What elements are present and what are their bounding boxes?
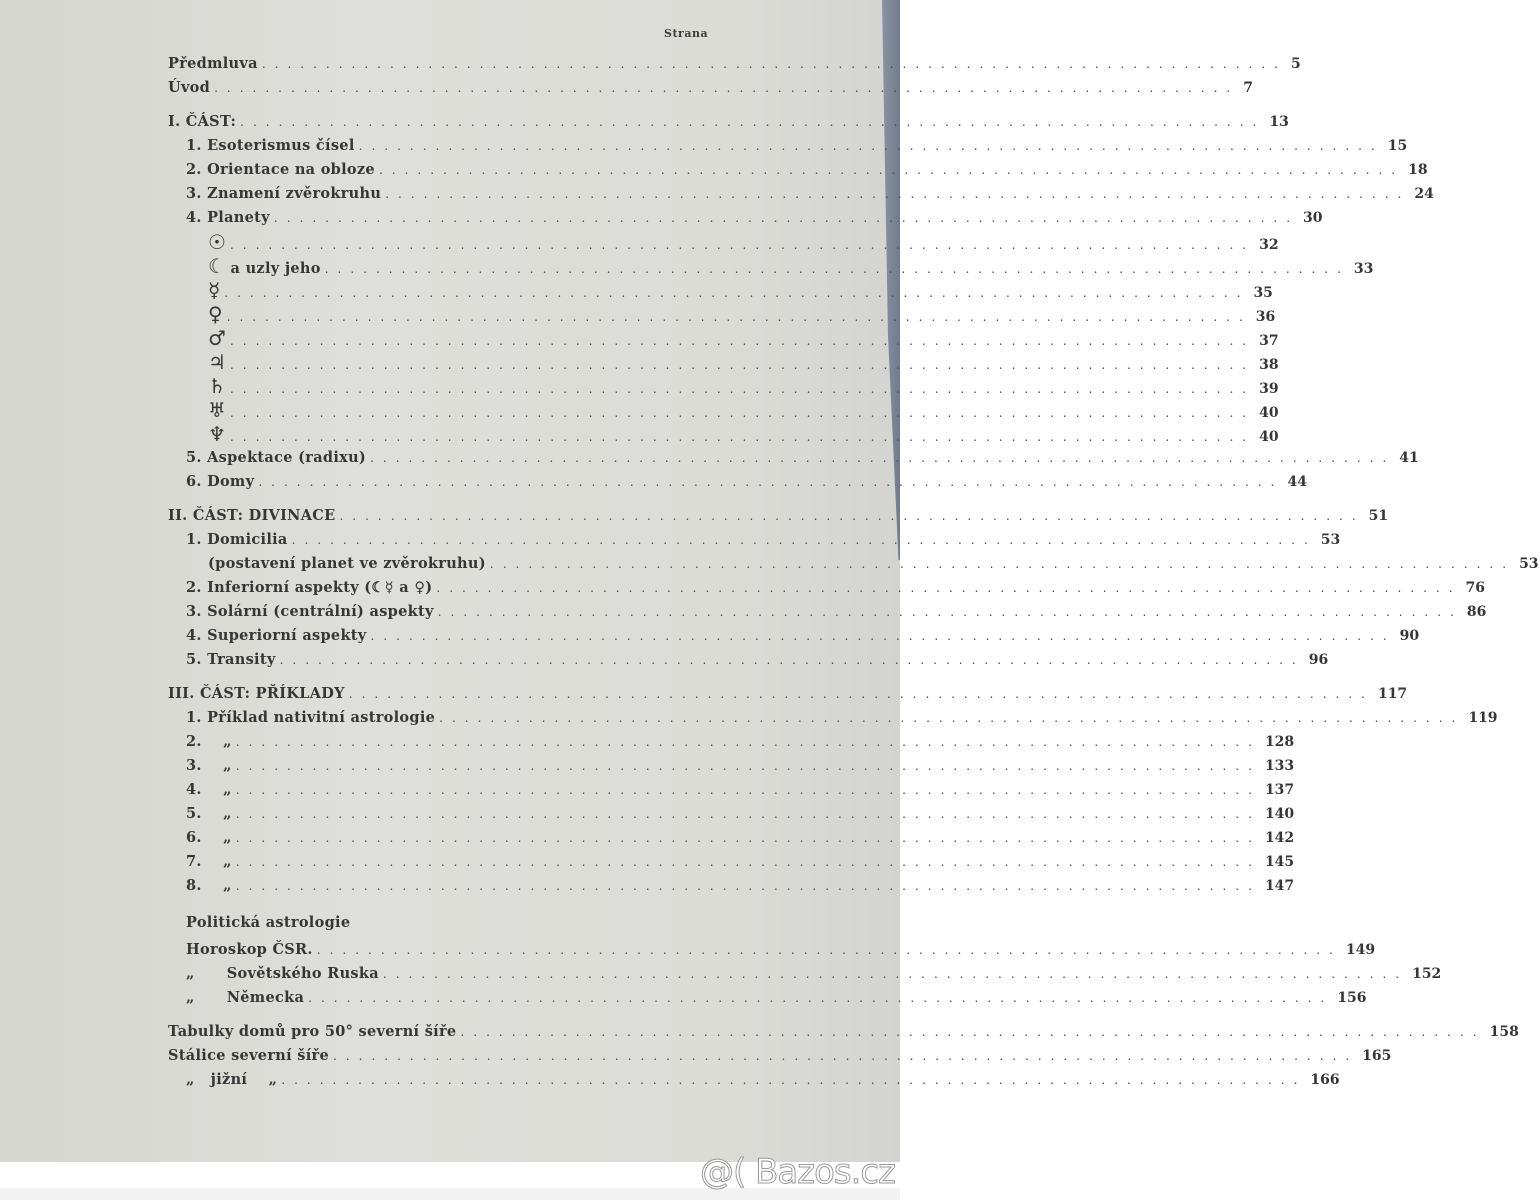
dot-leader: ................................................................................ — [348, 687, 1374, 701]
toc-entry — [168, 134, 1408, 158]
planet-symbol-icon: ☾ — [208, 254, 226, 278]
dot-leader: ................................................................................ — [258, 475, 1284, 489]
dot-leader: ................................................................................ — [240, 115, 1266, 129]
toc-entry — [168, 730, 1295, 754]
planet-symbol-icon: ♅ — [208, 398, 226, 422]
dot-leader: ................................................................................ — [339, 509, 1365, 523]
toc-entry — [168, 278, 1273, 302]
dot-leader: ................................................................................ — [235, 735, 1261, 749]
planet-symbol-icon: ☿ — [208, 278, 221, 302]
dot-leader: ................................................................................ — [385, 187, 1411, 201]
toc-page-number: 40 — [1259, 405, 1279, 421]
toc-entry-label: 5. Aspektace (radixu) — [186, 449, 367, 466]
dot-leader: ................................................................................ — [224, 286, 1250, 300]
toc-page-number: 32 — [1259, 237, 1279, 253]
toc-section — [168, 908, 1442, 1010]
toc-page-number: 38 — [1259, 357, 1279, 373]
toc-entry-label: 4. Superiorní aspekty — [186, 627, 367, 644]
toc-entry — [168, 962, 1442, 986]
toc-entry — [168, 600, 1487, 624]
toc-entry — [168, 754, 1295, 778]
toc-page-number: 137 — [1264, 782, 1295, 798]
toc-page-number: 152 — [1412, 966, 1442, 982]
toc-page-number: 158 — [1489, 1024, 1519, 1040]
dot-leader: ................................................................................ — [229, 238, 1256, 252]
bazos-watermark: @( Bazos.cz — [700, 1152, 895, 1192]
dot-leader: ................................................................................ — [229, 358, 1256, 372]
toc-entry-label: 4. „ — [186, 781, 232, 798]
dot-leader: ................................................................................ — [235, 879, 1261, 893]
toc-entry — [168, 398, 1279, 422]
dot-leader: ................................................................................ — [291, 533, 1317, 547]
toc-entry-label: Horoskop ČSR. — [186, 941, 313, 958]
dot-leader: ................................................................................ — [226, 310, 1252, 324]
toc-entry — [168, 826, 1295, 850]
toc-entry — [168, 938, 1376, 962]
toc-page-number: 96 — [1308, 652, 1329, 668]
toc-entry — [168, 422, 1279, 446]
toc-page-number: 86 — [1466, 604, 1487, 620]
toc-entry — [168, 182, 1434, 206]
toc-entry — [168, 1020, 1519, 1044]
toc-entry-label: Předmluva — [168, 55, 258, 72]
toc-entry — [168, 576, 1486, 600]
toc-entry-label: „ jižní „ — [186, 1071, 278, 1088]
toc-entry — [168, 52, 1301, 76]
toc-entry — [168, 470, 1307, 494]
toc-entry — [168, 446, 1419, 470]
toc-page-number: 35 — [1253, 285, 1273, 301]
dot-leader: ................................................................................ — [235, 783, 1261, 797]
toc-page-number: 119 — [1468, 710, 1498, 726]
toc-page-number: 44 — [1287, 474, 1307, 490]
toc-entry-label: 7. „ — [186, 853, 232, 870]
toc-entry — [168, 302, 1276, 326]
toc-entry — [168, 850, 1295, 874]
toc-page-number: 165 — [1362, 1048, 1392, 1064]
toc-entry-label: 2. Inferiorní aspekty (☾☿ a ♀) — [186, 579, 433, 596]
toc-entry — [168, 254, 1374, 278]
toc-page-number: 5 — [1290, 56, 1301, 72]
toc-page-number: 39 — [1259, 381, 1279, 397]
toc-entry-label: 3. Znamení zvěrokruhu — [186, 185, 382, 202]
toc-entry-label: Stálice severní šíře — [168, 1047, 329, 1064]
toc-page-number: 128 — [1264, 734, 1295, 750]
toc-entry-label: „ Sovětského Ruska — [186, 965, 379, 982]
toc-entry-label: 2. „ — [186, 733, 232, 750]
toc-page-number: 156 — [1337, 990, 1367, 1006]
table-of-contents — [168, 52, 1539, 1102]
toc-entry-label: a uzly jeho — [230, 260, 321, 277]
toc-section — [168, 504, 1539, 672]
planet-symbol-icon: ♆ — [208, 422, 226, 446]
toc-entry-label: III. ČÁST: PŘÍKLADY — [168, 685, 345, 702]
dot-leader: ................................................................................ — [235, 831, 1261, 845]
toc-page-number: 147 — [1264, 878, 1295, 894]
toc-entry-label: 2. Orientace na obloze — [186, 161, 375, 178]
toc-page-number: 24 — [1414, 186, 1434, 202]
toc-section — [168, 52, 1301, 100]
toc-page-number: 166 — [1310, 1072, 1340, 1088]
toc-page-number: 142 — [1264, 830, 1295, 846]
toc-entry — [168, 350, 1279, 374]
toc-section — [168, 1020, 1519, 1092]
toc-page-number: 41 — [1399, 450, 1419, 466]
toc-entry — [168, 158, 1428, 182]
toc-entry — [168, 648, 1329, 672]
dot-leader: ................................................................................ — [489, 557, 1516, 571]
dot-leader: ................................................................................ — [370, 629, 1396, 643]
toc-entry-label: 1. Esoterismus čísel — [186, 137, 355, 154]
toc-entry — [168, 874, 1295, 898]
toc-entry-label: Politická astrologie — [186, 914, 351, 931]
toc-entry-label: 1. Domicilia — [186, 531, 288, 548]
dot-leader: ................................................................................ — [333, 1049, 1359, 1063]
dot-leader: ................................................................................ — [316, 943, 1342, 957]
toc-page-number: 149 — [1345, 942, 1376, 958]
toc-entry — [168, 76, 1253, 100]
dot-leader: ................................................................................ — [279, 653, 1305, 667]
toc-entry-label: Tabulky domů pro 50° severní šíře — [168, 1023, 457, 1040]
toc-entry-label: 5. Transity — [186, 651, 276, 668]
toc-entry — [168, 706, 1498, 730]
dot-leader: ................................................................................ — [229, 430, 1256, 444]
toc-entry — [168, 374, 1279, 398]
planet-symbol-icon: ♀ — [208, 302, 223, 326]
toc-entry-label: 5. „ — [186, 805, 232, 822]
dot-leader: ................................................................................ — [214, 81, 1240, 95]
toc-entry-label: 8. „ — [186, 877, 232, 894]
toc-entry — [168, 986, 1367, 1010]
dot-leader: ................................................................................ — [358, 139, 1384, 153]
toc-page-number: 145 — [1264, 854, 1295, 870]
toc-entry — [168, 552, 1539, 576]
planet-symbol-icon: ☉ — [208, 230, 226, 254]
toc-section — [168, 682, 1498, 898]
toc-entry-label: 3. „ — [186, 757, 232, 774]
toc-page-number: 7 — [1243, 80, 1253, 96]
toc-page-number: 36 — [1255, 309, 1276, 325]
toc-page-number: 76 — [1465, 580, 1486, 596]
toc-entry — [168, 230, 1279, 254]
dot-leader: ................................................................................ — [460, 1025, 1486, 1039]
dot-leader: ................................................................................ — [370, 451, 1396, 465]
toc-entry — [168, 802, 1295, 826]
toc-page-number: 53 — [1320, 532, 1341, 548]
dot-leader: ................................................................................ — [235, 807, 1261, 821]
dot-leader: ................................................................................ — [261, 57, 1287, 71]
toc-page-number: 51 — [1368, 508, 1389, 524]
dot-leader: ................................................................................ — [308, 991, 1334, 1005]
toc-entry-label: (postavení planet ve zvěrokruhu) — [208, 555, 486, 572]
toc-entry-label: I. ČÁST: — [168, 113, 237, 130]
planet-symbol-icon: ♂ — [208, 326, 226, 350]
toc-page-number: 140 — [1264, 806, 1295, 822]
dot-leader: ................................................................................ — [229, 334, 1256, 348]
toc-page-number: 133 — [1264, 758, 1295, 774]
toc-entry-label: 6. „ — [186, 829, 232, 846]
toc-entry — [168, 504, 1389, 528]
toc-page-number: 30 — [1303, 210, 1323, 226]
toc-page-number: 18 — [1408, 162, 1428, 178]
toc-entry — [168, 908, 746, 938]
toc-entry-label: Úvod — [168, 79, 211, 96]
toc-section — [168, 110, 1434, 494]
toc-entry — [168, 110, 1289, 134]
toc-entry-label: 6. Domy — [186, 473, 255, 490]
toc-page-number: 15 — [1387, 138, 1408, 154]
toc-page-number: 37 — [1259, 333, 1279, 349]
toc-entry — [168, 326, 1279, 350]
dot-leader: ................................................................................ — [281, 1073, 1307, 1087]
dot-leader: ................................................................................ — [229, 406, 1256, 420]
toc-entry-label: 3. Solární (centrální) aspekty — [186, 603, 434, 620]
toc-entry — [168, 1068, 1340, 1092]
toc-entry — [168, 1044, 1392, 1068]
toc-entry — [168, 624, 1420, 648]
dot-leader: ................................................................................ — [437, 605, 1463, 619]
toc-entry — [168, 528, 1341, 552]
toc-page-number: 117 — [1377, 686, 1408, 702]
toc-page-number: 40 — [1259, 429, 1279, 445]
toc-entry — [168, 778, 1295, 802]
toc-entry-label: 1. Příklad nativitní astrologie — [186, 709, 436, 726]
page-column-label: Strana — [664, 27, 709, 40]
toc-page-number: 13 — [1269, 114, 1289, 130]
toc-entry-label: „ Německa — [186, 989, 305, 1006]
dot-leader: ................................................................................ — [273, 211, 1300, 225]
toc-entry-label: 4. Planety — [186, 209, 270, 226]
dot-leader: ................................................................................ — [436, 581, 1462, 595]
planet-symbol-icon: ♄ — [208, 374, 226, 398]
dot-leader: ................................................................................ — [324, 262, 1350, 276]
toc-entry-label: II. ČÁST: DIVINACE — [168, 507, 336, 524]
toc-entry — [168, 682, 1408, 706]
planet-symbol-icon: ♃ — [208, 350, 226, 374]
dot-leader: ................................................................................ — [235, 855, 1261, 869]
dot-leader: ................................................................................ — [378, 163, 1405, 177]
toc-entry — [168, 206, 1323, 230]
dot-leader: ................................................................................ — [439, 711, 1465, 725]
toc-page-number: 33 — [1353, 261, 1374, 277]
toc-page-number: 53 — [1519, 556, 1539, 572]
dot-leader: ................................................................................ — [229, 382, 1256, 396]
dot-leader: ................................................................................ — [382, 967, 1409, 981]
toc-page-number: 90 — [1399, 628, 1420, 644]
dot-leader: ................................................................................ — [235, 759, 1261, 773]
